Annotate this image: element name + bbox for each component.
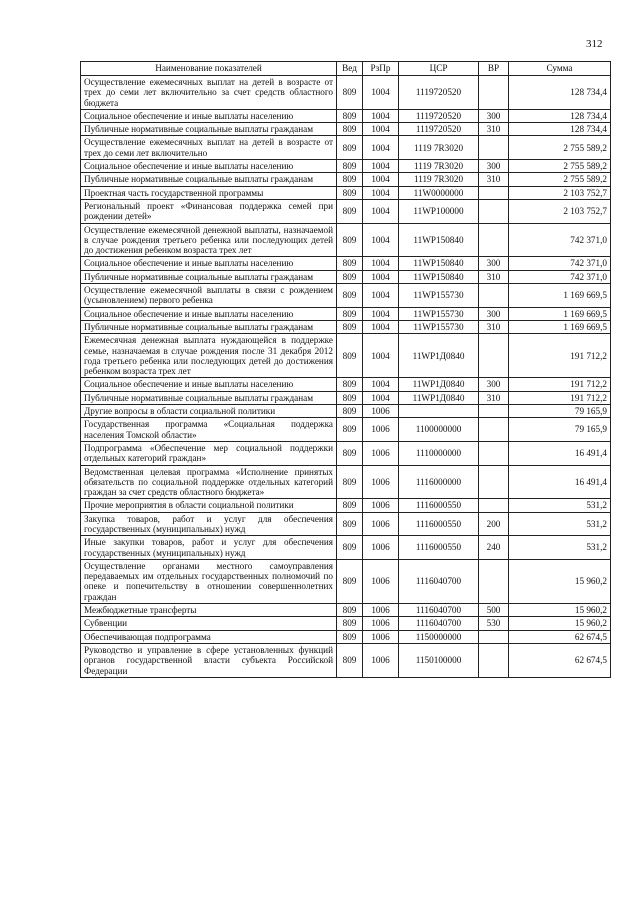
row-name: Региональный проект «Финансовая поддержка семей при рождении детей»	[81, 199, 337, 223]
row-name: Осуществление ежемесячной выплаты в связи с рождением (усыновлением) первого ребенка	[81, 284, 337, 308]
row-sum: 15 960,2	[509, 617, 611, 630]
row-sum: 128 734,4	[509, 109, 611, 122]
row-csr: 11WP100000	[399, 199, 479, 223]
row-name: Межбюджетные трансферты	[81, 604, 337, 617]
row-csr: 1116040700	[399, 559, 479, 603]
row-ved: 809	[337, 270, 363, 283]
row-name: Осуществление ежемесячных выплат на детей в возрасте от трех до семи лет включительно за счет средств областного бюджета	[81, 76, 337, 110]
table-row	[81, 391, 611, 404]
row-csr: 1150000000	[399, 630, 479, 643]
row-csr: 1100000000	[399, 418, 479, 442]
table-row	[81, 630, 611, 643]
row-ved: 809	[337, 604, 363, 617]
row-ved: 809	[337, 391, 363, 404]
row-vr	[479, 223, 509, 257]
table-row	[81, 617, 611, 630]
row-rzpr: 1004	[363, 76, 399, 110]
row-vr	[479, 76, 509, 110]
row-vr: 300	[479, 160, 509, 173]
row-rzpr: 1004	[363, 199, 399, 223]
row-ved: 809	[337, 441, 363, 465]
row-name: Осуществление ежемесячной денежной выплаты, назначаемой в случае рождения третьего ребенка или последующих детей до достижения ребенком возраста трех лет	[81, 223, 337, 257]
row-sum: 79 165,9	[509, 405, 611, 418]
row-csr: 1116000550	[399, 512, 479, 536]
row-rzpr: 1004	[363, 223, 399, 257]
row-sum: 2 103 752,7	[509, 186, 611, 199]
row-csr: 11WP150840	[399, 270, 479, 283]
row-rzpr: 1004	[363, 136, 399, 160]
row-vr	[479, 559, 509, 603]
row-rzpr: 1006	[363, 604, 399, 617]
row-rzpr: 1006	[363, 536, 399, 560]
row-sum: 128 734,4	[509, 76, 611, 110]
row-rzpr: 1006	[363, 617, 399, 630]
row-csr: 1150100000	[399, 643, 479, 677]
row-name: Ведомственная целевая программа «Исполнение принятых обязательств по социальной поддержке отдельных категорий граждан за счет средств областного бюджета»	[81, 465, 337, 499]
row-rzpr: 1004	[363, 173, 399, 186]
row-rzpr: 1006	[363, 499, 399, 512]
row-rzpr: 1004	[363, 109, 399, 122]
row-sum: 1 169 669,5	[509, 284, 611, 308]
table-row	[81, 186, 611, 199]
row-vr: 300	[479, 257, 509, 270]
row-sum: 2 755 589,2	[509, 173, 611, 186]
row-ved: 809	[337, 643, 363, 677]
row-sum: 742 371,0	[509, 270, 611, 283]
row-sum: 16 491,4	[509, 465, 611, 499]
row-sum: 2 755 589,2	[509, 136, 611, 160]
row-vr	[479, 284, 509, 308]
row-name: Иные закупки товаров, работ и услуг для обеспечения государственных (муниципальных) нужд	[81, 536, 337, 560]
row-sum: 1 169 669,5	[509, 307, 611, 320]
page-number: 312	[586, 38, 603, 50]
row-csr: 1116000000	[399, 465, 479, 499]
row-csr: 1116040700	[399, 604, 479, 617]
row-name: Социальное обеспечение и иные выплаты населению	[81, 307, 337, 320]
row-ved: 809	[337, 378, 363, 391]
row-csr: 11WP1Д0840	[399, 391, 479, 404]
table-row	[81, 320, 611, 333]
table-row	[81, 76, 611, 110]
table-row	[81, 136, 611, 160]
row-sum: 531,2	[509, 536, 611, 560]
row-sum: 128 734,4	[509, 123, 611, 136]
table-row	[81, 123, 611, 136]
row-rzpr: 1006	[363, 441, 399, 465]
row-csr: 1119720520	[399, 109, 479, 122]
row-ved: 809	[337, 334, 363, 378]
table-row	[81, 173, 611, 186]
row-ved: 809	[337, 630, 363, 643]
row-csr: 11WP155730	[399, 307, 479, 320]
table-row	[81, 160, 611, 173]
row-ved: 809	[337, 109, 363, 122]
row-name: Публичные нормативные социальные выплаты гражданам	[81, 391, 337, 404]
row-name: Руководство и управление в сфере установленных функций органов государственной власти субъекта Российской Федерации	[81, 643, 337, 677]
row-sum: 531,2	[509, 512, 611, 536]
row-csr: 1119 7R3020	[399, 136, 479, 160]
row-ved: 809	[337, 284, 363, 308]
row-sum: 79 165,9	[509, 418, 611, 442]
row-ved: 809	[337, 512, 363, 536]
table-row	[81, 465, 611, 499]
row-rzpr: 1004	[363, 123, 399, 136]
row-csr: 1119 7R3020	[399, 160, 479, 173]
table-row	[81, 334, 611, 378]
row-name: Проектная часть государственной программы	[81, 186, 337, 199]
row-ved: 809	[337, 418, 363, 442]
row-csr: 1116000550	[399, 499, 479, 512]
row-ved: 809	[337, 257, 363, 270]
row-csr: 1116040700	[399, 617, 479, 630]
row-sum: 62 674,5	[509, 630, 611, 643]
row-name: Публичные нормативные социальные выплаты гражданам	[81, 123, 337, 136]
row-sum: 742 371,0	[509, 223, 611, 257]
row-csr: 11W0000000	[399, 186, 479, 199]
row-rzpr: 1004	[363, 270, 399, 283]
row-rzpr: 1006	[363, 643, 399, 677]
row-vr: 310	[479, 391, 509, 404]
row-vr: 200	[479, 512, 509, 536]
row-ved: 809	[337, 223, 363, 257]
row-rzpr: 1006	[363, 630, 399, 643]
row-ved: 809	[337, 307, 363, 320]
table-body	[81, 76, 611, 678]
row-sum: 1 169 669,5	[509, 320, 611, 333]
row-name: Социальное обеспечение и иные выплаты населению	[81, 378, 337, 391]
row-rzpr: 1006	[363, 512, 399, 536]
row-sum: 16 491,4	[509, 441, 611, 465]
row-vr	[479, 186, 509, 199]
row-ved: 809	[337, 173, 363, 186]
table-row	[81, 223, 611, 257]
row-name: Осуществление ежемесячных выплат на детей в возрасте от трех до семи лет включительно	[81, 136, 337, 160]
row-sum: 191 712,2	[509, 378, 611, 391]
row-vr	[479, 499, 509, 512]
row-name: Другие вопросы в области социальной политики	[81, 405, 337, 418]
row-name: Социальное обеспечение и иные выплаты населению	[81, 160, 337, 173]
row-vr	[479, 441, 509, 465]
row-name: Осуществление органами местного самоуправления передаваемых им отдельных государственных полномочий по опеке и попечительству в отношении совершеннолетних граждан	[81, 559, 337, 603]
row-vr	[479, 199, 509, 223]
table-row	[81, 643, 611, 677]
table-row	[81, 499, 611, 512]
row-sum: 2 103 752,7	[509, 199, 611, 223]
row-rzpr: 1004	[363, 378, 399, 391]
header-ved: Вед	[337, 62, 363, 76]
row-vr: 310	[479, 173, 509, 186]
row-vr: 310	[479, 270, 509, 283]
header-csr: ЦСР	[399, 62, 479, 76]
row-csr: 11WP150840	[399, 223, 479, 257]
table-row	[81, 307, 611, 320]
row-ved: 809	[337, 186, 363, 199]
row-csr: 11WP1Д0840	[399, 334, 479, 378]
row-rzpr: 1004	[363, 391, 399, 404]
row-rzpr: 1006	[363, 405, 399, 418]
row-csr	[399, 405, 479, 418]
row-rzpr: 1004	[363, 307, 399, 320]
table-row	[81, 257, 611, 270]
row-name: Субвенции	[81, 617, 337, 630]
row-csr: 1116000550	[399, 536, 479, 560]
row-vr	[479, 136, 509, 160]
row-name: Социальное обеспечение и иные выплаты населению	[81, 109, 337, 122]
row-name: Прочие мероприятия в области социальной политики	[81, 499, 337, 512]
row-vr	[479, 643, 509, 677]
row-rzpr: 1004	[363, 186, 399, 199]
row-ved: 809	[337, 123, 363, 136]
header-rzpr: РзПр	[363, 62, 399, 76]
row-sum: 15 960,2	[509, 559, 611, 603]
row-vr	[479, 418, 509, 442]
row-csr: 1119 7R3020	[399, 173, 479, 186]
row-csr: 11WP155730	[399, 284, 479, 308]
row-csr: 11WP1Д0840	[399, 378, 479, 391]
row-name: Социальное обеспечение и иные выплаты населению	[81, 257, 337, 270]
row-rzpr: 1004	[363, 284, 399, 308]
table-row	[81, 109, 611, 122]
row-sum: 531,2	[509, 499, 611, 512]
row-vr: 300	[479, 378, 509, 391]
row-ved: 809	[337, 617, 363, 630]
row-sum: 15 960,2	[509, 604, 611, 617]
row-name: Публичные нормативные социальные выплаты гражданам	[81, 320, 337, 333]
row-ved: 809	[337, 76, 363, 110]
header-sum: Сумма	[509, 62, 611, 76]
row-ved: 809	[337, 320, 363, 333]
row-vr: 310	[479, 123, 509, 136]
table-row	[81, 441, 611, 465]
table-row	[81, 378, 611, 391]
row-sum: 2 755 589,2	[509, 160, 611, 173]
row-ved: 809	[337, 405, 363, 418]
row-csr: 1110000000	[399, 441, 479, 465]
row-ved: 809	[337, 465, 363, 499]
row-vr: 310	[479, 320, 509, 333]
row-ved: 809	[337, 199, 363, 223]
row-sum: 62 674,5	[509, 643, 611, 677]
row-csr: 1119720520	[399, 76, 479, 110]
row-rzpr: 1006	[363, 465, 399, 499]
row-vr: 300	[479, 109, 509, 122]
row-vr	[479, 465, 509, 499]
table-row	[81, 270, 611, 283]
row-vr	[479, 630, 509, 643]
row-ved: 809	[337, 559, 363, 603]
table-row	[81, 604, 611, 617]
row-csr: 1119720520	[399, 123, 479, 136]
row-ved: 809	[337, 136, 363, 160]
table-row	[81, 512, 611, 536]
table-row	[81, 284, 611, 308]
row-vr: 300	[479, 307, 509, 320]
table-row	[81, 559, 611, 603]
row-sum: 742 371,0	[509, 257, 611, 270]
row-name: Ежемесячная денежная выплата нуждающейся в поддержке семье, назначаемая в случае рождения после 31 декабря 2012 года третьего ребенка или последующих детей до достижения ребенком возраста трех лет	[81, 334, 337, 378]
row-ved: 809	[337, 536, 363, 560]
row-vr: 530	[479, 617, 509, 630]
row-rzpr: 1004	[363, 160, 399, 173]
row-rzpr: 1006	[363, 418, 399, 442]
row-rzpr: 1004	[363, 320, 399, 333]
row-vr	[479, 405, 509, 418]
budget-table	[80, 61, 611, 678]
row-sum: 191 712,2	[509, 391, 611, 404]
row-name: Государственная программа «Социальная поддержка населения Томской области»	[81, 418, 337, 442]
table-row	[81, 405, 611, 418]
header-vr: ВР	[479, 62, 509, 76]
row-name: Закупка товаров, работ и услуг для обеспечения государственных (муниципальных) нужд	[81, 512, 337, 536]
row-name: Обеспечивающая подпрограмма	[81, 630, 337, 643]
row-name: Публичные нормативные социальные выплаты гражданам	[81, 173, 337, 186]
table-row	[81, 418, 611, 442]
row-rzpr: 1004	[363, 334, 399, 378]
table-row	[81, 536, 611, 560]
table-header-row	[81, 62, 611, 76]
row-rzpr: 1004	[363, 257, 399, 270]
table-row	[81, 199, 611, 223]
row-vr: 500	[479, 604, 509, 617]
header-name: Наименование показателей	[81, 62, 337, 76]
row-vr: 240	[479, 536, 509, 560]
row-name: Подпрограмма «Обеспечение мер социальной поддержки отдельных категорий граждан»	[81, 441, 337, 465]
row-vr	[479, 334, 509, 378]
row-name: Публичные нормативные социальные выплаты гражданам	[81, 270, 337, 283]
row-ved: 809	[337, 499, 363, 512]
row-rzpr: 1006	[363, 559, 399, 603]
row-ved: 809	[337, 160, 363, 173]
row-sum: 191 712,2	[509, 334, 611, 378]
row-csr: 11WP150840	[399, 257, 479, 270]
row-csr: 11WP155730	[399, 320, 479, 333]
